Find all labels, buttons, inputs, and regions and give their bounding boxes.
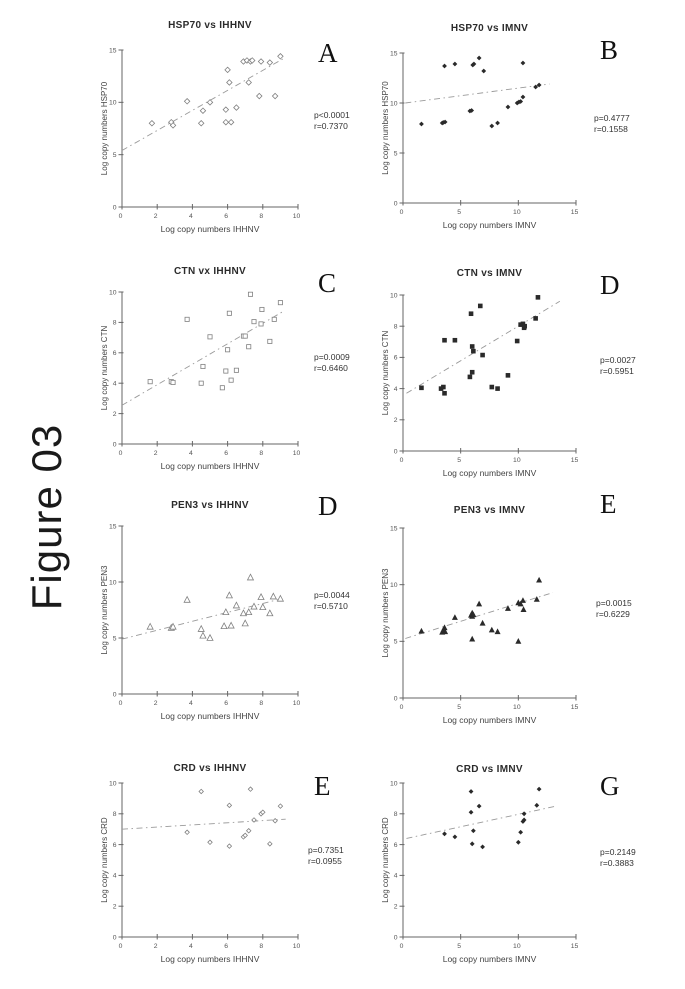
x-tick-label: 10	[292, 943, 301, 950]
data-point	[228, 120, 233, 125]
data-point	[536, 577, 542, 583]
axes	[403, 295, 576, 451]
p-value: p=0.4777	[594, 113, 630, 123]
y-axis-label: Log copy numbers PEN3	[100, 565, 109, 655]
figure-label: Figure 03	[23, 423, 70, 611]
y-tick-label: 6	[112, 841, 117, 849]
data-point	[278, 804, 282, 808]
trendline	[405, 593, 553, 639]
data-point	[246, 609, 252, 615]
data-point	[229, 378, 233, 382]
data-point	[442, 64, 447, 69]
x-tick-label: 10	[513, 209, 521, 216]
y-tick-label: 5	[112, 635, 117, 643]
data-point	[521, 61, 526, 66]
x-tick-label: 6	[224, 450, 228, 457]
data-point	[521, 606, 527, 612]
x-tick-label: 8	[259, 943, 264, 950]
data-point	[518, 830, 523, 835]
x-tick-label: 0	[399, 943, 404, 950]
data-point	[522, 324, 527, 329]
x-tick-label: 6	[224, 943, 228, 950]
y-tick-label: 4	[112, 380, 117, 388]
data-point	[233, 602, 239, 608]
y-tick-label: 4	[393, 385, 398, 393]
x-tick-label: 0	[399, 704, 404, 711]
p-value: p=0.0044	[314, 590, 350, 600]
data-point	[246, 80, 251, 85]
scatter-plot-pen3-imnv	[378, 487, 685, 745]
x-tick-label: 4	[189, 450, 193, 457]
data-point	[242, 620, 248, 626]
data-point	[469, 810, 474, 815]
data-point	[521, 95, 526, 100]
data-point	[227, 803, 231, 807]
x-tick-label: 5	[457, 704, 462, 711]
y-tick-label: 0	[112, 204, 117, 212]
data-point	[258, 59, 263, 64]
data-point	[260, 307, 264, 311]
r-value: r=0.3883	[600, 858, 634, 869]
data-point	[515, 638, 521, 644]
trendline	[122, 57, 286, 150]
data-point	[418, 628, 424, 634]
data-point	[533, 316, 538, 321]
x-tick-label: 10	[292, 450, 301, 457]
data-point	[468, 375, 473, 380]
x-tick-label: 6	[224, 213, 228, 220]
trendline	[406, 806, 556, 838]
y-tick-label: 15	[389, 50, 398, 58]
chart-title: PEN3 vs IHHNV	[171, 500, 249, 511]
data-point	[223, 107, 228, 112]
data-point	[184, 99, 189, 104]
data-point	[478, 304, 483, 309]
scatter-plot-hsp70-imnv	[378, 10, 685, 252]
y-tick-label: 2	[393, 417, 398, 425]
data-point	[260, 604, 266, 610]
r-value: r=0.6229	[596, 609, 630, 620]
data-point	[223, 609, 229, 615]
x-axis-label: Log copy numbers IMNV	[442, 220, 537, 230]
data-point	[495, 628, 501, 634]
data-point	[208, 840, 212, 844]
data-point	[442, 391, 447, 396]
data-point	[272, 93, 277, 98]
y-tick-label: 10	[108, 579, 117, 587]
scatter-plot-pen3-ihhnv	[100, 487, 358, 745]
axes	[122, 783, 298, 937]
r-value: r=0.6460	[314, 363, 348, 374]
data-point	[184, 597, 190, 603]
y-tick-label: 8	[112, 811, 117, 819]
stats-annotation	[314, 590, 350, 613]
data-point	[220, 386, 224, 390]
y-tick-label: 4	[112, 872, 117, 880]
stats-annotation	[596, 598, 632, 621]
y-tick-label: 10	[108, 289, 117, 297]
x-axis-label: Log copy numbers IHHNV	[160, 954, 260, 964]
data-point	[470, 344, 475, 349]
chart-title: CRD vs IMNV	[456, 764, 523, 775]
x-axis-label: Log copy numbers IHHNV	[160, 224, 260, 234]
y-tick-label: 10	[389, 100, 398, 108]
data-point	[227, 844, 231, 848]
x-tick-label: 0	[118, 943, 123, 950]
data-point	[226, 348, 230, 352]
data-point	[272, 317, 276, 321]
scatter-plot-ctn-imnv	[378, 252, 685, 487]
data-point	[505, 605, 511, 611]
y-tick-label: 0	[393, 200, 398, 208]
data-point	[273, 819, 277, 823]
r-value: r=0.7370	[314, 121, 348, 132]
x-tick-label: 5	[457, 943, 462, 950]
data-point	[268, 842, 272, 846]
axes	[403, 783, 576, 937]
y-axis-label: Log copy numbers CTN	[381, 330, 390, 416]
data-point	[247, 829, 251, 833]
data-point	[243, 334, 247, 338]
data-point	[207, 635, 213, 641]
trendline	[406, 301, 559, 393]
y-tick-label: 5	[393, 638, 398, 646]
data-point	[522, 811, 527, 816]
x-axis-label: Log copy numbers IHHNV	[160, 711, 260, 721]
y-tick-label: 5	[112, 151, 117, 159]
data-point	[520, 597, 526, 603]
stats-annotation	[308, 845, 344, 868]
chart-title: PEN3 vs IMNV	[453, 505, 526, 516]
panel-letter: A	[318, 38, 338, 68]
data-point	[234, 105, 239, 110]
chart-title: HSP70 vs IMNV	[450, 23, 529, 34]
p-value: p=0.0027	[600, 355, 636, 365]
data-point	[470, 841, 475, 846]
y-tick-label: 15	[108, 47, 117, 55]
data-point	[199, 121, 204, 126]
y-tick-label: 2	[112, 903, 117, 911]
trendline	[122, 598, 286, 639]
x-tick-label: 15	[570, 704, 579, 711]
data-point	[490, 385, 495, 390]
trendline	[405, 84, 549, 103]
data-point	[247, 345, 251, 349]
data-point	[226, 592, 232, 598]
data-point	[495, 121, 500, 126]
data-point	[199, 381, 203, 385]
data-point	[148, 380, 152, 384]
panel-letter: E	[600, 489, 617, 519]
x-tick-label: 0	[118, 213, 123, 220]
y-tick-label: 0	[393, 934, 398, 942]
data-point	[248, 292, 252, 296]
data-point	[477, 56, 482, 61]
y-tick-label: 4	[393, 872, 398, 880]
y-tick-label: 15	[108, 523, 117, 531]
data-point	[247, 574, 253, 580]
data-point	[259, 322, 263, 326]
y-tick-label: 0	[112, 691, 117, 699]
data-point	[277, 596, 283, 602]
y-axis-label: Log copy numbers CTN	[100, 325, 109, 411]
data-point	[185, 317, 189, 321]
data-point	[441, 385, 446, 390]
data-point	[224, 369, 228, 373]
x-tick-label: 15	[570, 457, 579, 464]
y-tick-label: 2	[393, 903, 398, 911]
data-point	[534, 596, 540, 602]
x-tick-label: 15	[570, 943, 579, 950]
chart-title: CRD vs IHHNV	[173, 763, 247, 774]
y-tick-label: 8	[393, 811, 398, 819]
y-axis-label: Log copy numbers CRD	[381, 817, 390, 903]
data-point	[147, 624, 153, 630]
data-point	[453, 62, 458, 67]
stats-annotation	[314, 352, 350, 375]
data-point	[476, 601, 482, 607]
panel-letter: B	[600, 35, 619, 65]
data-point	[453, 835, 458, 840]
y-axis-label: Log copy numbers PEN3	[381, 568, 390, 658]
data-point	[227, 80, 232, 85]
x-axis-label: Log copy numbers IMNV	[442, 954, 537, 964]
r-value: r=0.1558	[594, 124, 628, 135]
panel-letter: C	[318, 268, 337, 298]
data-point	[506, 105, 511, 110]
x-tick-label: 10	[513, 943, 521, 950]
data-point	[257, 93, 262, 98]
y-axis-label: Log copy numbers CRD	[100, 817, 109, 903]
data-point	[495, 386, 500, 391]
y-axis-label: Log copy numbers HSP70	[381, 81, 390, 175]
panel-letter: D	[318, 491, 338, 521]
data-point	[149, 121, 154, 126]
data-point	[198, 626, 204, 632]
data-point	[469, 311, 474, 316]
chart-title: CTN vx IHHNV	[174, 266, 246, 277]
stats-annotation	[600, 847, 636, 870]
chart-title: HSP70 vs IHHNV	[168, 20, 252, 31]
y-tick-label: 0	[112, 934, 117, 942]
data-point	[268, 339, 272, 343]
data-point	[471, 349, 476, 354]
panel-hsp70-ihhnv	[100, 10, 358, 252]
x-tick-label: 2	[153, 943, 158, 950]
y-tick-label: 6	[112, 350, 117, 358]
x-tick-label: 5	[457, 209, 462, 216]
data-point	[489, 627, 495, 633]
p-value: p=0.7351	[308, 845, 344, 855]
data-point	[480, 620, 486, 626]
y-tick-label: 6	[393, 354, 398, 362]
axes	[122, 526, 298, 694]
p-value: p=0.0009	[314, 352, 350, 362]
x-tick-label: 8	[259, 213, 264, 220]
data-point	[248, 787, 252, 791]
axes	[403, 528, 576, 698]
data-point	[223, 120, 228, 125]
x-tick-label: 8	[259, 450, 264, 457]
data-point	[267, 60, 272, 65]
data-point	[470, 370, 475, 375]
axes	[122, 50, 298, 207]
x-tick-label: 10	[513, 704, 521, 711]
x-axis-label: Log copy numbers IMNV	[442, 468, 537, 478]
data-point	[258, 594, 264, 600]
data-point	[171, 380, 175, 384]
panel-pen3-imnv	[378, 487, 685, 745]
data-point	[480, 845, 485, 850]
panel-ctn-ihhnv	[100, 252, 358, 487]
data-point	[252, 320, 256, 324]
chart-title: CTN vs IMNV	[456, 268, 523, 279]
data-point	[471, 828, 476, 833]
x-tick-label: 2	[153, 213, 158, 220]
y-tick-label: 8	[393, 323, 398, 331]
x-tick-label: 0	[399, 457, 404, 464]
r-value: r=0.5951	[600, 366, 634, 377]
data-point	[536, 295, 541, 300]
data-point	[200, 632, 206, 638]
trendline	[122, 819, 286, 829]
data-point	[221, 623, 227, 629]
data-point	[208, 335, 212, 339]
data-point	[516, 840, 521, 845]
x-tick-label: 2	[153, 450, 158, 457]
x-tick-label: 4	[189, 943, 193, 950]
p-value: p<0.0001	[314, 110, 350, 120]
stats-annotation	[600, 355, 636, 378]
panel-crd-ihhnv	[100, 745, 358, 989]
panel-letter: E	[314, 771, 331, 801]
data-point	[201, 364, 205, 368]
p-value: p=0.2149	[600, 847, 636, 857]
y-tick-label: 10	[389, 780, 398, 788]
x-tick-label: 2	[153, 700, 158, 707]
x-tick-label: 10	[292, 700, 301, 707]
data-point	[278, 301, 282, 305]
data-point	[515, 339, 520, 344]
data-point	[469, 636, 475, 642]
y-tick-label: 8	[112, 319, 117, 327]
y-tick-label: 0	[393, 448, 398, 456]
data-point	[452, 614, 458, 620]
axes	[122, 292, 298, 444]
data-point	[442, 831, 447, 836]
panel-hsp70-imnv	[378, 10, 685, 252]
x-tick-label: 15	[570, 209, 579, 216]
x-tick-label: 10	[292, 213, 301, 220]
data-point	[419, 386, 424, 391]
data-point	[199, 789, 203, 793]
panel-crd-imnv	[378, 745, 685, 989]
y-tick-label: 10	[108, 99, 117, 107]
panel-letter: G	[600, 771, 620, 801]
x-tick-label: 4	[189, 700, 193, 707]
data-point	[200, 108, 205, 113]
panel-pen3-ihhnv	[100, 487, 358, 745]
stats-annotation	[594, 113, 630, 136]
x-axis-label: Log copy numbers IHHNV	[160, 461, 260, 471]
data-point	[537, 787, 542, 792]
data-point	[227, 311, 231, 315]
panel-letter: D	[600, 270, 620, 300]
r-value: r=0.0955	[308, 856, 342, 867]
data-point	[534, 803, 539, 808]
data-point	[267, 610, 273, 616]
y-tick-label: 0	[393, 695, 398, 703]
y-tick-label: 6	[393, 841, 398, 849]
scatter-plot-crd-imnv	[378, 745, 685, 989]
data-point	[225, 67, 230, 72]
data-point	[270, 593, 276, 599]
x-tick-label: 10	[513, 457, 521, 464]
data-point	[469, 789, 474, 794]
axes	[403, 53, 576, 203]
x-tick-label: 5	[457, 457, 462, 464]
data-point	[506, 373, 511, 378]
data-point	[480, 353, 485, 358]
data-point	[228, 622, 234, 628]
data-point	[234, 368, 238, 372]
y-tick-label: 10	[389, 292, 398, 300]
data-point	[185, 830, 189, 834]
stats-annotation	[314, 110, 350, 133]
data-point	[442, 338, 447, 343]
data-point	[481, 69, 486, 74]
y-tick-label: 0	[112, 441, 117, 449]
data-point	[419, 122, 424, 127]
x-tick-label: 8	[259, 700, 264, 707]
y-tick-label: 10	[108, 780, 117, 788]
x-axis-label: Log copy numbers IMNV	[442, 715, 537, 725]
data-point	[477, 804, 482, 809]
y-tick-label: 15	[389, 525, 398, 533]
x-tick-label: 6	[224, 700, 228, 707]
x-tick-label: 0	[399, 209, 404, 216]
y-tick-label: 2	[112, 410, 117, 418]
x-tick-label: 0	[118, 700, 123, 707]
y-axis-label: Log copy numbers HSP70	[100, 81, 109, 176]
data-point	[453, 338, 458, 343]
p-value: p=0.0015	[596, 598, 632, 608]
data-point	[207, 100, 212, 105]
x-tick-label: 0	[118, 450, 123, 457]
panel-ctn-imnv	[378, 252, 685, 487]
data-point	[489, 124, 494, 129]
y-tick-label: 10	[389, 581, 398, 589]
data-point	[278, 54, 283, 59]
y-tick-label: 5	[393, 150, 398, 158]
r-value: r=0.5710	[314, 601, 348, 612]
x-tick-label: 4	[189, 213, 193, 220]
